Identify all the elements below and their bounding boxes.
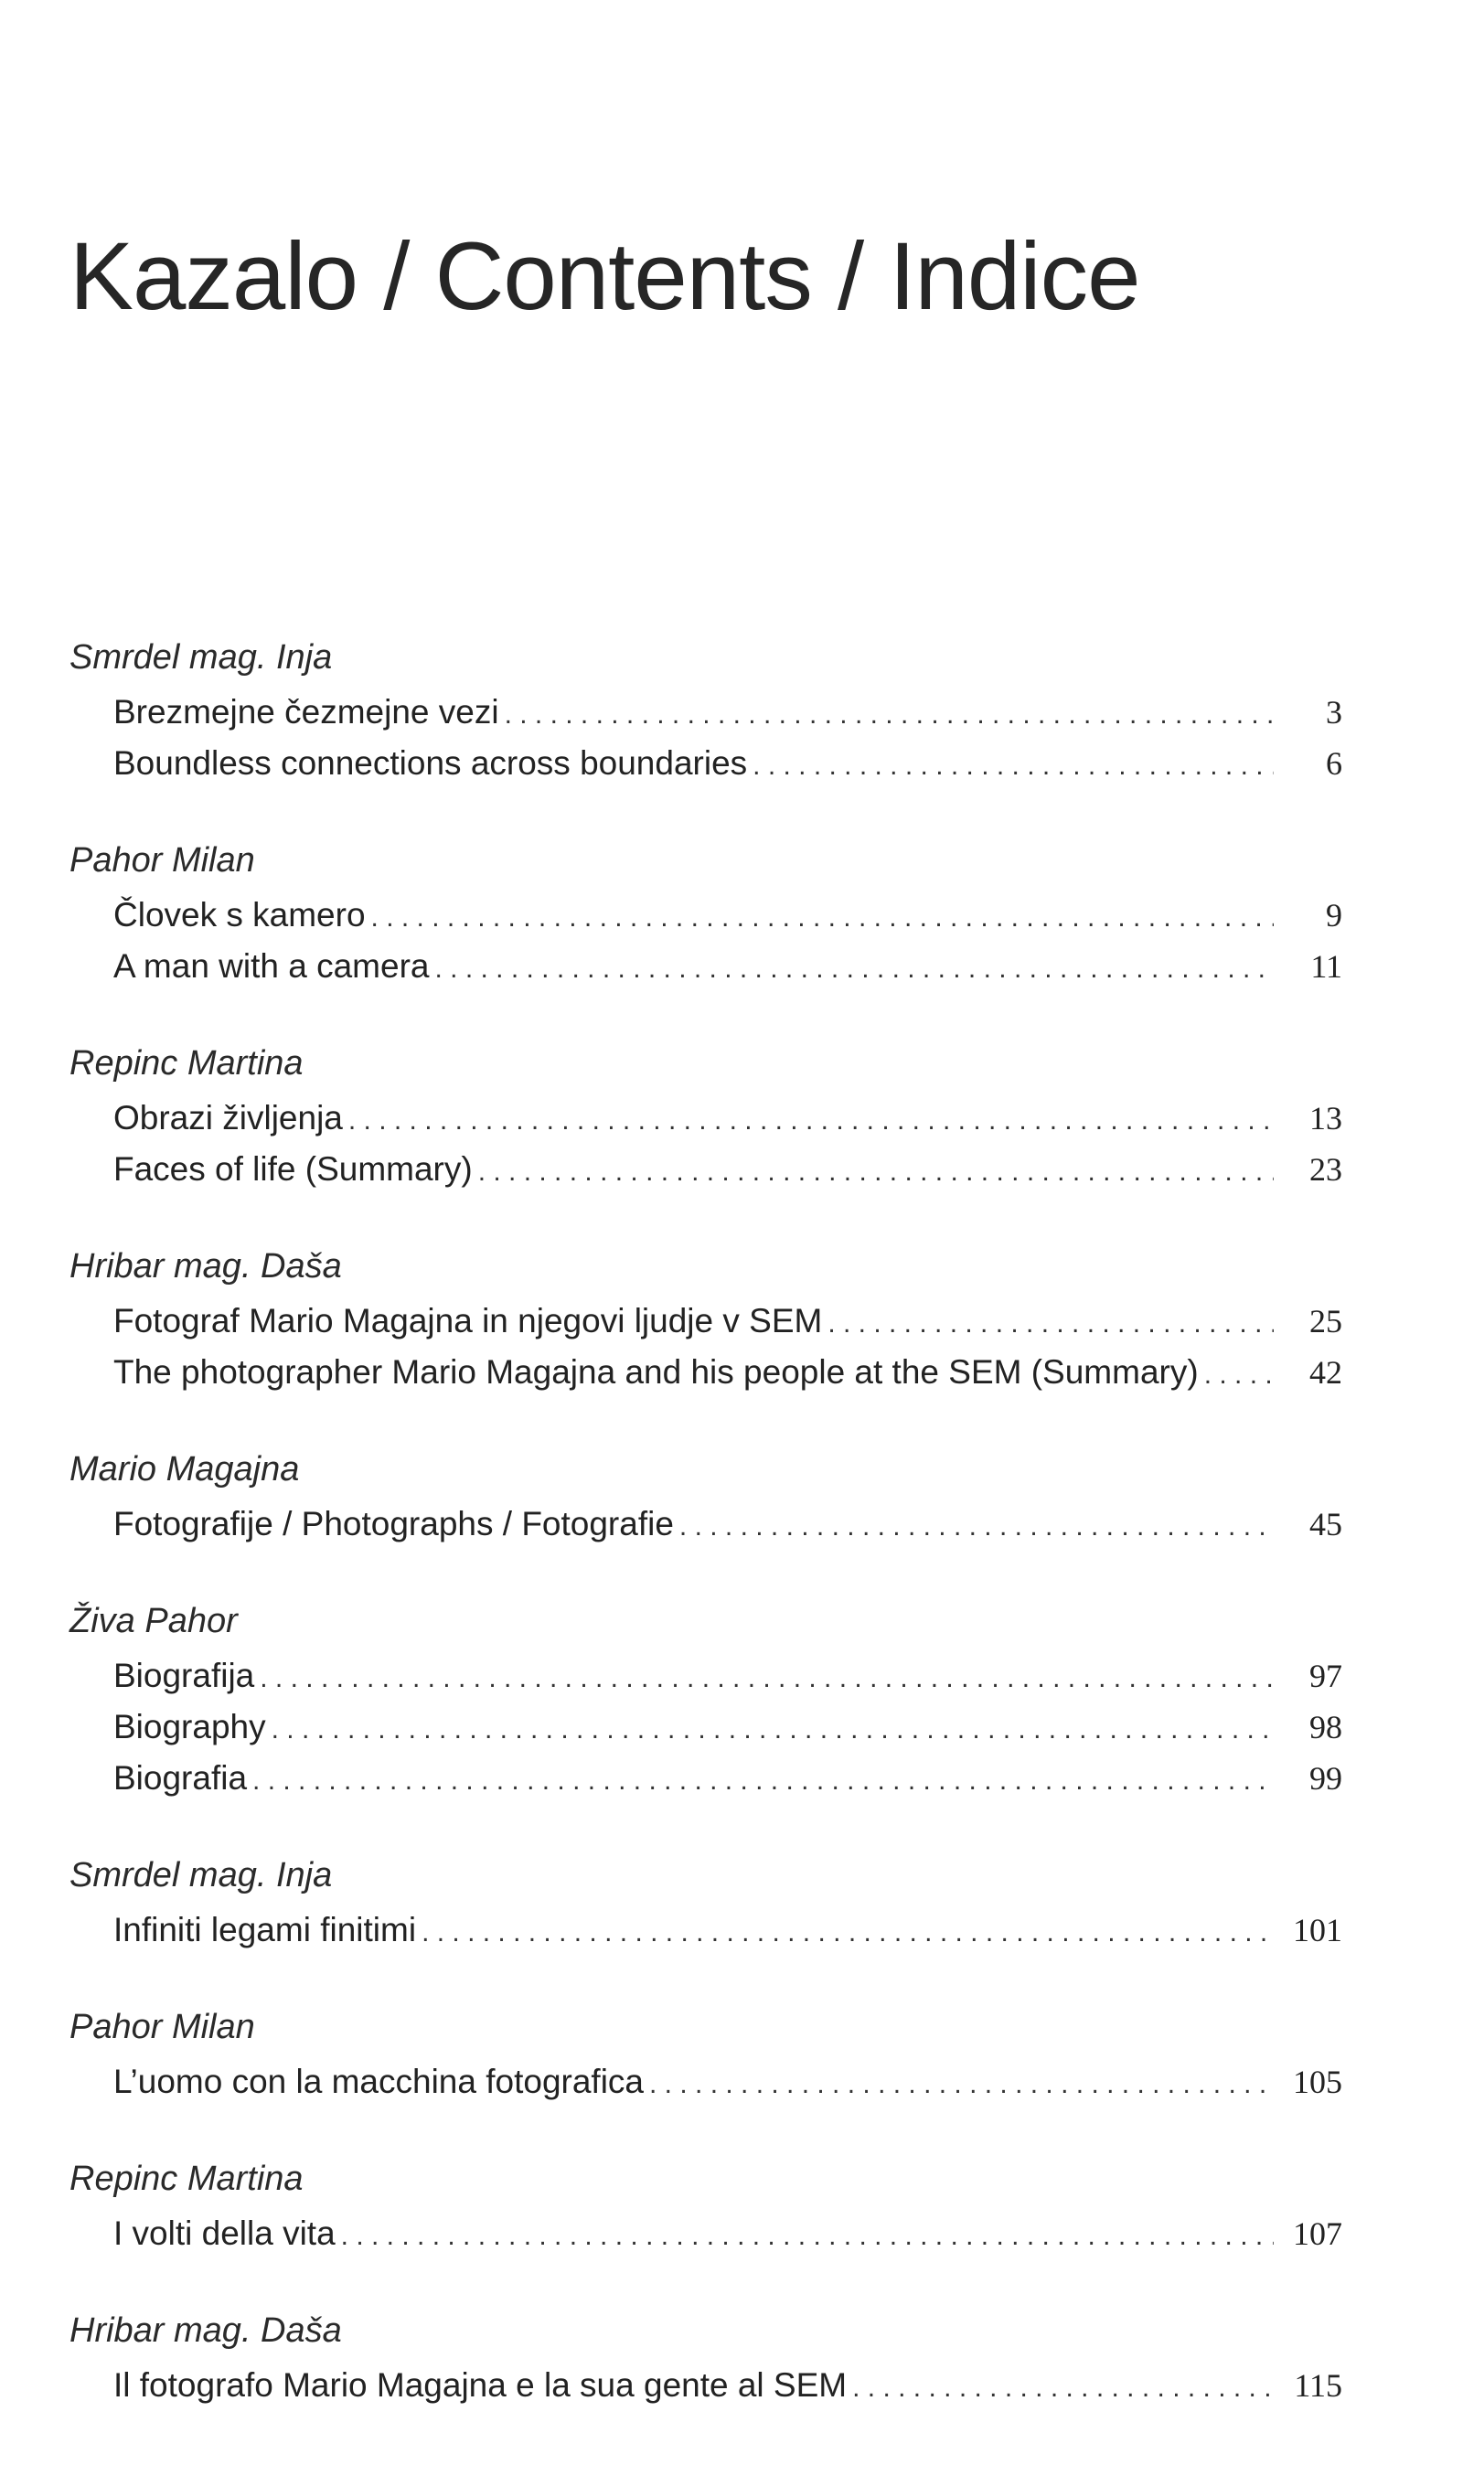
entry-page-number: 42 xyxy=(1309,1354,1342,1391)
entry-title: The photographer Mario Magajna and his people at the SEM (Summary) xyxy=(113,1353,1199,1391)
table-of-contents xyxy=(0,640,1484,2465)
toc-section xyxy=(0,1249,1484,1406)
section-author: Pahor Milan xyxy=(69,2008,255,2046)
entry-page-number: 13 xyxy=(1309,1100,1342,1136)
entry-title: Biography xyxy=(113,1708,266,1745)
dot-leader xyxy=(341,2223,1274,2250)
dot-leader xyxy=(852,2374,1274,2402)
entry-page-number: 115 xyxy=(1294,2367,1342,2404)
toc-section xyxy=(0,1452,1484,1558)
toc-section xyxy=(0,1858,1484,1964)
section-author: Hribar mag. Daša xyxy=(69,2311,342,2350)
toc-section xyxy=(0,1604,1484,1812)
toc-entry[interactable] xyxy=(113,898,1342,949)
entry-title: Infiniti legami finitimi xyxy=(113,1911,417,1948)
toc-entry[interactable] xyxy=(113,1355,1342,1406)
section-author: Mario Magajna xyxy=(69,1450,300,1489)
section-author: Pahor Milan xyxy=(69,841,255,880)
entry-page-number: 98 xyxy=(1309,1709,1342,1745)
toc-entry[interactable] xyxy=(113,2065,1342,2116)
dot-leader xyxy=(827,1310,1274,1338)
toc-entry[interactable] xyxy=(113,1913,1342,1964)
dot-leader xyxy=(260,1665,1274,1692)
entry-title: Biografia xyxy=(113,1759,248,1797)
dot-leader xyxy=(505,701,1274,729)
dot-leader xyxy=(1204,1361,1274,1389)
section-author: Repinc Martina xyxy=(69,1044,304,1083)
entry-page-number: 107 xyxy=(1293,2215,1342,2252)
entry-page-number: 105 xyxy=(1293,2064,1342,2100)
toc-section xyxy=(0,1046,1484,1203)
toc-entry[interactable] xyxy=(113,1152,1342,1203)
entry-title: Fotografije / Photographs / Fotografie xyxy=(113,1505,674,1542)
section-author: Živa Pahor xyxy=(69,1602,238,1640)
section-author: Repinc Martina xyxy=(69,2160,304,2198)
entry-title: Biografija xyxy=(113,1657,255,1694)
entry-page-number: 97 xyxy=(1309,1658,1342,1694)
toc-section xyxy=(0,843,1484,1000)
dot-leader xyxy=(272,1716,1274,1744)
entry-page-number: 99 xyxy=(1309,1760,1342,1797)
toc-entry[interactable] xyxy=(113,695,1342,746)
entry-page-number: 101 xyxy=(1293,1912,1342,1948)
toc-entry[interactable] xyxy=(113,746,1342,797)
toc-entry[interactable] xyxy=(113,1304,1342,1355)
dot-leader xyxy=(649,2071,1274,2098)
toc-entry[interactable] xyxy=(113,1507,1342,1558)
toc-entry[interactable] xyxy=(113,949,1342,1000)
toc-entry[interactable] xyxy=(113,1101,1342,1152)
entry-page-number: 25 xyxy=(1309,1303,1342,1339)
toc-section xyxy=(0,2161,1484,2268)
dot-leader xyxy=(434,955,1274,983)
entry-title: I volti della vita xyxy=(113,2214,336,2252)
entry-page-number: 45 xyxy=(1309,1506,1342,1542)
dot-leader xyxy=(478,1158,1274,1186)
toc-entry[interactable] xyxy=(113,2368,1342,2419)
dot-leader xyxy=(348,1107,1274,1135)
entry-title: L’uomo con la macchina fotografica xyxy=(113,2063,645,2100)
entry-title: Boundless connections across boundaries xyxy=(113,744,748,782)
entry-title: Človek s kamero xyxy=(113,896,366,934)
toc-entry[interactable] xyxy=(113,1761,1342,1812)
entry-title: Fotograf Mario Magajna in njegovi ljudje v SEM xyxy=(113,1302,823,1339)
entry-title: Faces of life (Summary) xyxy=(113,1150,473,1188)
entry-title: Brezmejne čezmejne vezi xyxy=(113,693,499,731)
entry-title: Obrazi življenja xyxy=(113,1099,343,1136)
entry-page-number: 9 xyxy=(1326,897,1342,934)
toc-entry[interactable] xyxy=(113,2216,1342,2268)
toc-section xyxy=(0,2010,1484,2116)
entry-page-number: 3 xyxy=(1326,694,1342,731)
entry-page-number: 6 xyxy=(1326,745,1342,782)
section-author: Smrdel mag. Inja xyxy=(69,638,333,677)
dot-leader xyxy=(422,1919,1274,1947)
toc-entry[interactable] xyxy=(113,1659,1342,1710)
toc-entry[interactable] xyxy=(113,1710,1342,1761)
section-author: Hribar mag. Daša xyxy=(69,1247,342,1286)
entry-page-number: 11 xyxy=(1310,948,1342,985)
entry-title: Il fotografo Mario Magajna e la sua gente al SEM xyxy=(113,2366,848,2404)
section-author: Smrdel mag. Inja xyxy=(69,1856,333,1894)
toc-section xyxy=(0,640,1484,797)
entry-title: A man with a camera xyxy=(113,947,430,985)
entry-page-number: 23 xyxy=(1309,1151,1342,1188)
dot-leader xyxy=(753,752,1274,780)
dot-leader xyxy=(252,1767,1274,1795)
dot-leader xyxy=(679,1513,1274,1541)
toc-section xyxy=(0,2313,1484,2419)
page-title: Kazalo / Contents / Indice xyxy=(69,223,1140,331)
dot-leader xyxy=(371,904,1274,932)
